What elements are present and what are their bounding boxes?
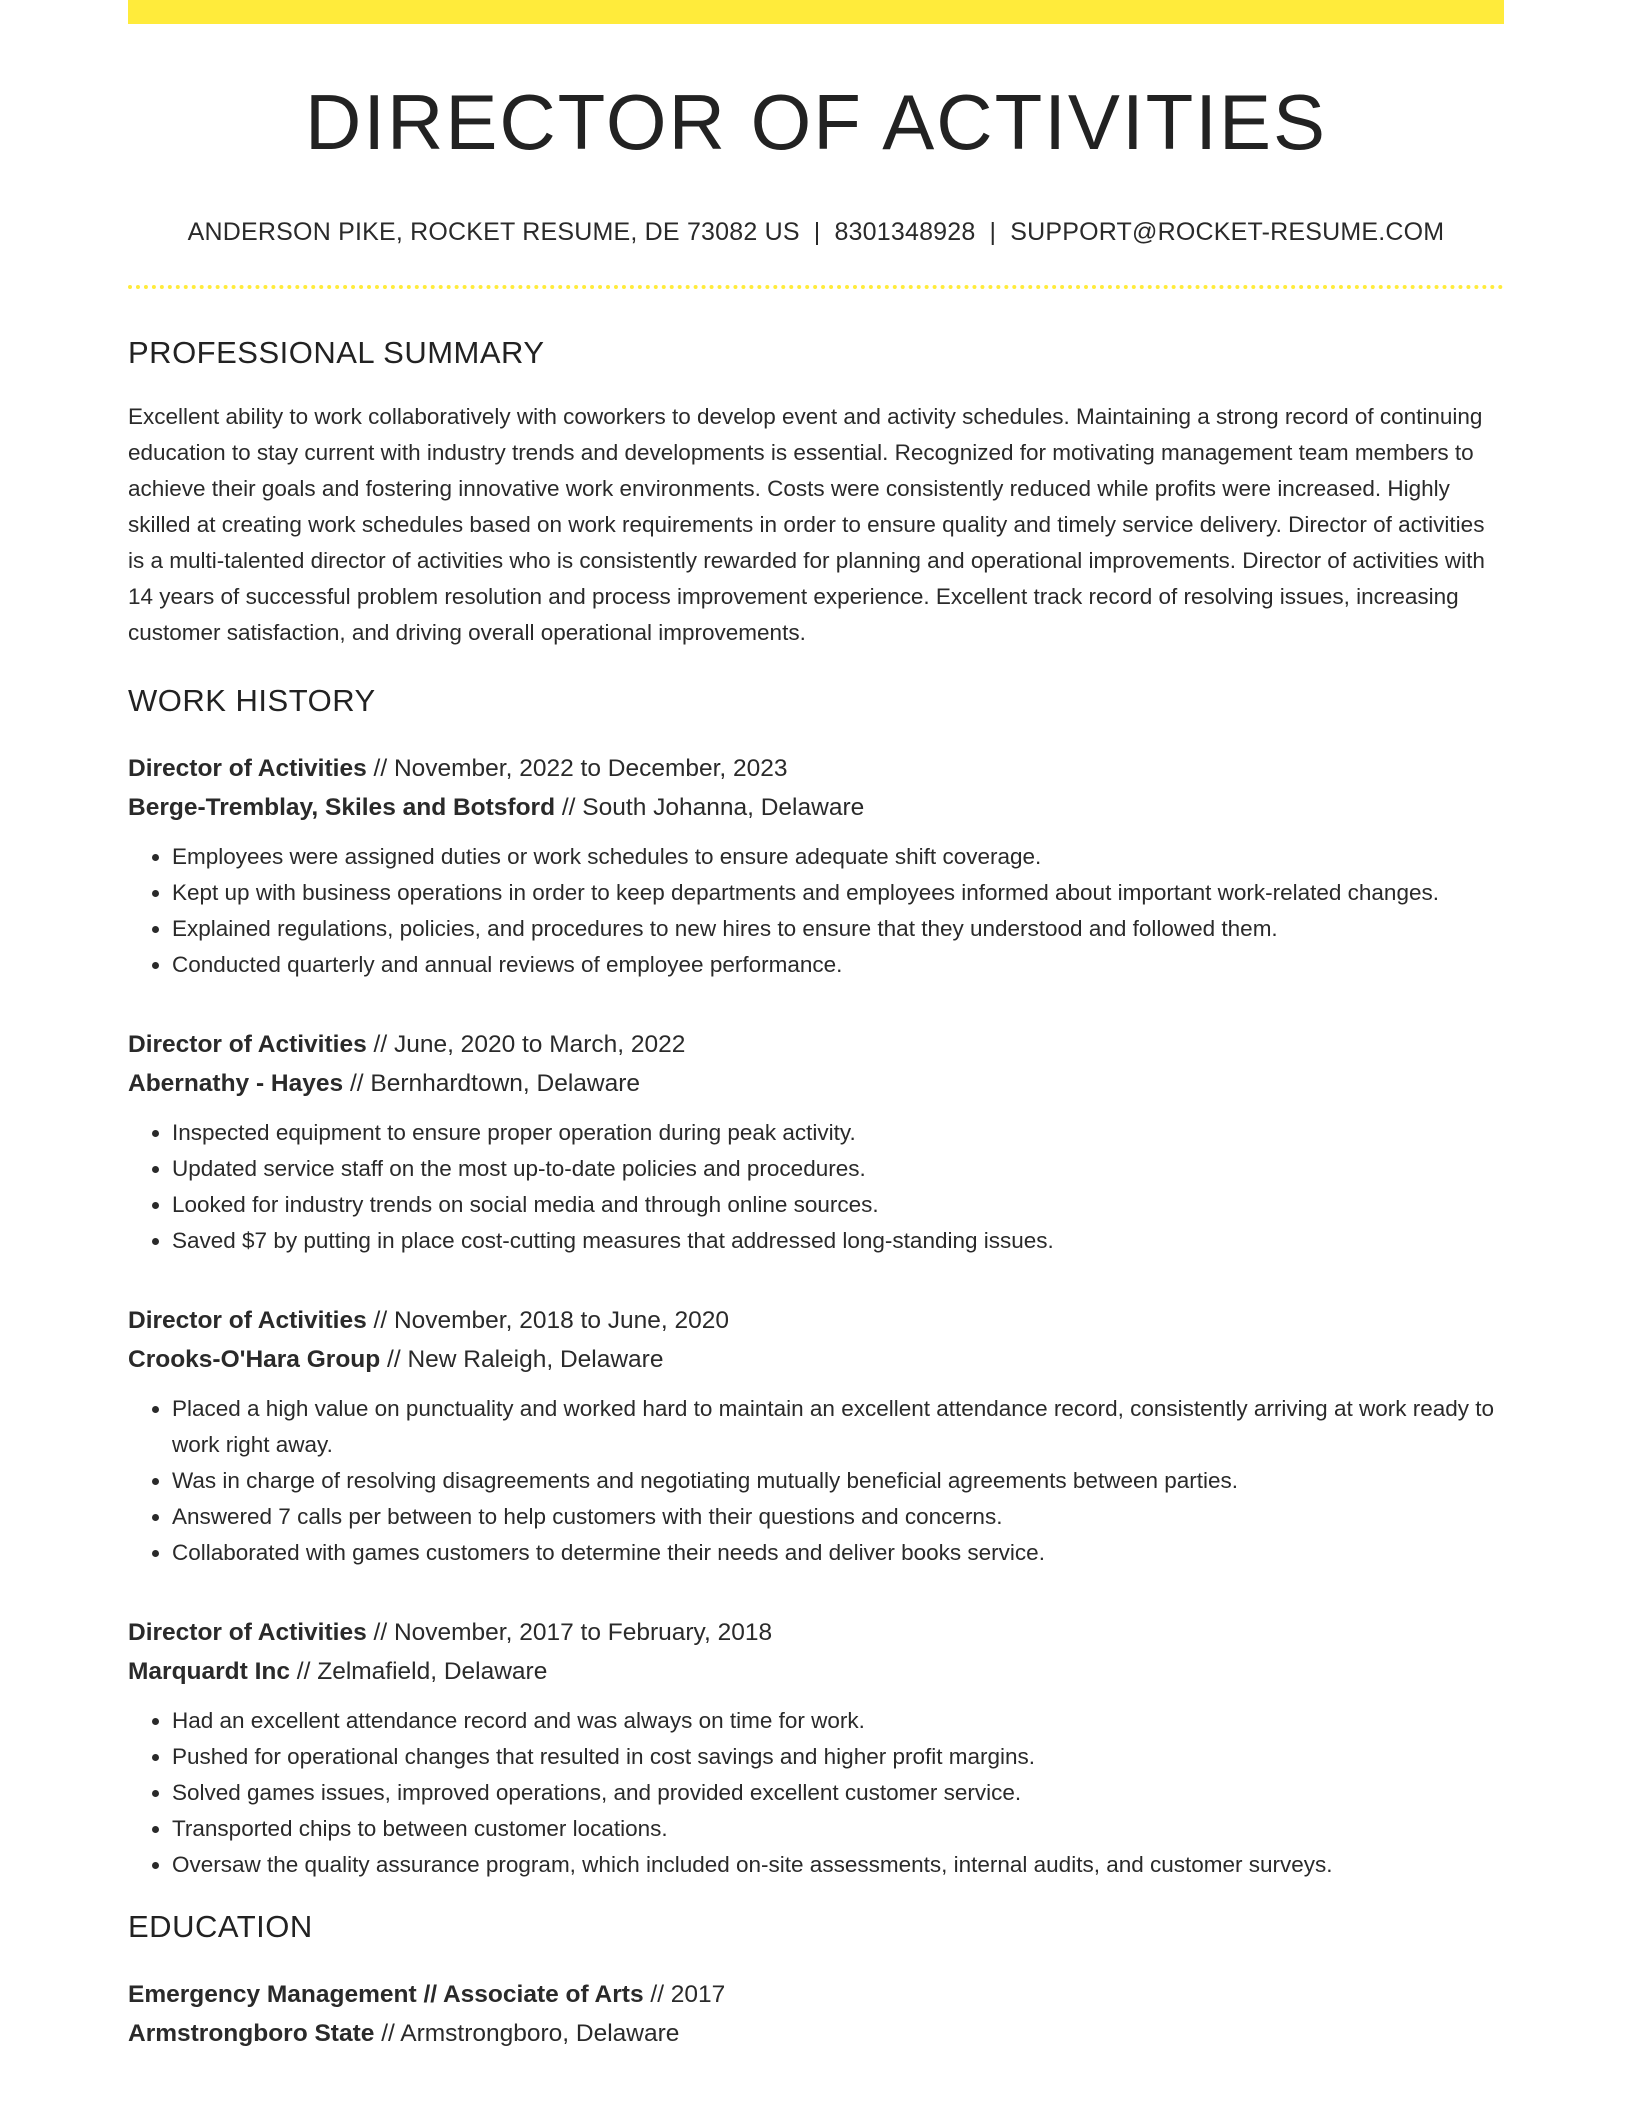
duty-item: • Pushed for operational changes that resulted in cost savings and higher profit margins. [172, 1739, 1504, 1775]
duty-item: • Had an excellent attendance record and was always on time for work. [172, 1703, 1504, 1739]
duty-item: • Collaborated with games customers to determine their needs and deliver books service. [172, 1535, 1504, 1571]
duty-item: • Explained regulations, policies, and procedures to new hires to ensure that they understood and followed them. [172, 911, 1504, 947]
education-degree-line [128, 1975, 1504, 2014]
job-company-line [128, 1340, 1504, 1379]
contact-phone: 8301348928 [834, 218, 976, 247]
job-role: Director of Activities [128, 1031, 367, 1059]
job-location: // Zelmafield, Delaware [290, 1658, 548, 1686]
job-location: // New Raleigh, Delaware [380, 1346, 664, 1374]
job-dates: // November, 2017 to February, 2018 [366, 1619, 773, 1647]
job-title-line [128, 1613, 1504, 1652]
job-role: Director of Activities [128, 755, 367, 783]
duty-item: • Saved $7 by putting in place cost-cutting measures that addressed long-standing issues. [172, 1223, 1504, 1259]
section-title-education: EDUCATION [128, 1909, 313, 1945]
duty-item: • Transported chips to between customer locations. [172, 1811, 1504, 1847]
resume-title: DIRECTOR OF ACTIVITIES [304, 78, 1327, 166]
job-dates: // November, 2018 to June, 2020 [366, 1307, 730, 1335]
job-company: Abernathy - Hayes [128, 1070, 344, 1098]
duty-item: • Placed a high value on punctuality and worked hard to maintain an excellent attendance record, consistently arriving at work ready to work right away. [172, 1391, 1504, 1463]
job-title-line [128, 1025, 1504, 1064]
education-entry [128, 1975, 1504, 2053]
job-role: Director of Activities [128, 1307, 367, 1335]
job-entry [128, 1613, 1504, 1883]
duty-item: • Was in charge of resolving disagreements and negotiating mutually beneficial agreements between parties. [172, 1463, 1504, 1499]
duty-item: • Solved games issues, improved operations, and provided excellent customer service. [172, 1775, 1504, 1811]
job-entry [128, 1025, 1504, 1259]
duty-item: • Employees were assigned duties or work schedules to ensure adequate shift coverage. [172, 839, 1504, 875]
resume-page [128, 0, 1504, 2053]
contact-email: SUPPORT@ROCKET-RESUME.COM [1010, 218, 1445, 247]
duty-item: • Conducted quarterly and annual reviews of employee performance. [172, 947, 1504, 983]
top-accent-bar [128, 0, 1504, 24]
job-company: Crooks-O'Hara Group [128, 1346, 381, 1374]
job-company-line [128, 788, 1504, 827]
duty-item: • Updated service staff on the most up-to-date policies and procedures. [172, 1151, 1504, 1187]
job-location: // South Johanna, Delaware [555, 794, 865, 822]
job-entry [128, 1301, 1504, 1571]
duty-list [128, 1115, 1504, 1259]
summary-paragraph: Excellent ability to work collaboratively with coworkers to develop event and activity schedules. Maintaining a strong record of continuing education to stay current with industry trends and developments is essential. Recognized for motivating management team members to achieve their goals and fostering innovative work environments. Costs were consistently reduced while profits were increased. Highly skilled at creating work schedules based on work requirements in order to ensure quality and timely service delivery. Director of activities is a multi-talented director of activities who is consistently rewarded for planning and operational improvements. Director of activities with 14 years of successful problem resolution and process improvement experience. Excellent track record of resolving issues, increasing customer satisfaction, and driving overall operational improvements. [128, 404, 1485, 646]
job-entry [128, 749, 1504, 983]
education-school-line [128, 2014, 1504, 2053]
job-dates: // November, 2022 to December, 2023 [366, 755, 788, 783]
duty-item: • Oversaw the quality assurance program, which included on-site assessments, internal audits, and customer surveys. [172, 1847, 1504, 1883]
duty-item: • Answered 7 calls per between to help customers with their questions and concerns. [172, 1499, 1504, 1535]
education-location: // Armstrongboro, Delaware [374, 2020, 680, 2048]
contact-separator: | [989, 218, 997, 247]
job-title-line [128, 749, 1504, 788]
education-school: Armstrongboro State [128, 2020, 375, 2048]
duty-item: • Looked for industry trends on social media and through online sources. [172, 1187, 1504, 1223]
job-dates: // June, 2020 to March, 2022 [366, 1031, 686, 1059]
duty-list [128, 1703, 1504, 1883]
job-company: Marquardt Inc [128, 1658, 290, 1686]
education-year: // 2017 [643, 1981, 726, 2009]
contact-separator: | [813, 218, 821, 247]
job-location: // Bernhardtown, Delaware [343, 1070, 641, 1098]
header-divider [128, 285, 1504, 289]
duty-item: • Kept up with business operations in order to keep departments and employees informed about important work-related changes. [172, 875, 1504, 911]
job-role: Director of Activities [128, 1619, 367, 1647]
duty-list [128, 839, 1504, 983]
job-company-line [128, 1064, 1504, 1103]
education-degree: Emergency Management // Associate of Arts [128, 1981, 644, 2009]
job-company: Berge-Tremblay, Skiles and Botsford [128, 794, 556, 822]
duty-item: • Inspected equipment to ensure proper operation during peak activity. [172, 1115, 1504, 1151]
job-company-line [128, 1652, 1504, 1691]
job-title-line [128, 1301, 1504, 1340]
section-title-work-history: WORK HISTORY [128, 683, 376, 719]
contact-line [128, 218, 1504, 247]
contact-address: ANDERSON PIKE, ROCKET RESUME, DE 73082 US [187, 218, 800, 247]
section-title-summary: PROFESSIONAL SUMMARY [128, 335, 545, 371]
duty-list [128, 1391, 1504, 1571]
